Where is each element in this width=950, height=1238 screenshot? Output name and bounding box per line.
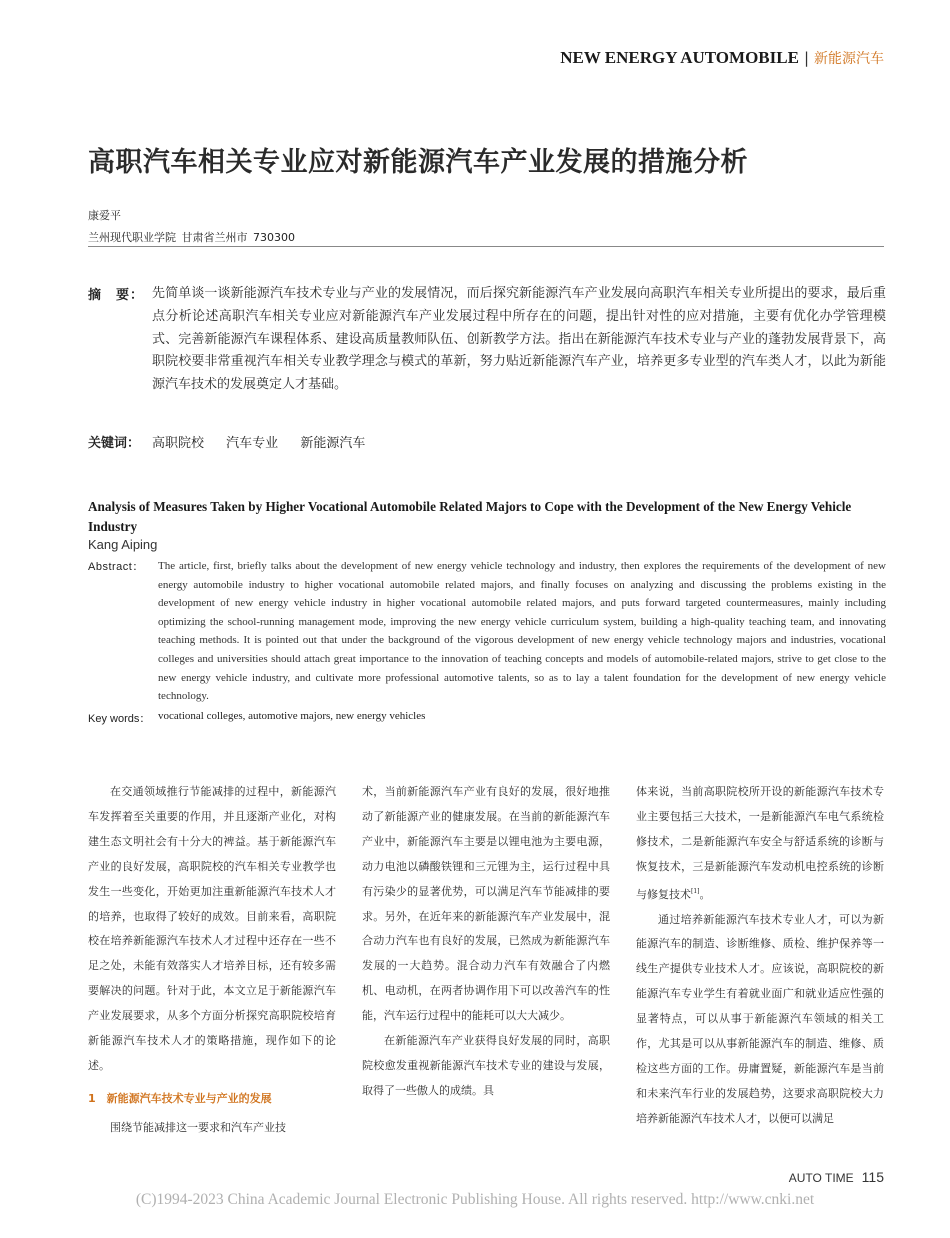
- footer-journal: AUTO TIME: [788, 1171, 854, 1185]
- page-number: 115: [861, 1169, 884, 1185]
- abstract-text: 先简单谈一谈新能源汽车技术专业与产业的发展情况，而后探究新能源汽车产业发展向高职汽车相关专业所提出的要求，最后重点分析论述高职汽车相关专业应对新能源汽车产业发展过程中所存在的问题，提出针对性的应对措施，主要有优化办学管理模式、完善新能源汽车课程体系、建设高质量教师队伍、创新教学方法。指出在新能源汽车技术专业与产业的蓬勃发展背景下，高职院校要非常重视汽车相关专业教学理念与模式的革新，努力贴近新能源汽车产业，培养更多专业型的汽车类人才，以此为新能源汽车技术的发展奠定人才基础。: [152, 286, 886, 393]
- body-paragraph: 在新能源汽车产业获得良好发展的同时，高职院校愈发重视新能源汽车技术专业的建设与发展，取得了一些傲人的成绩。具: [362, 1034, 610, 1097]
- english-title: Analysis of Measures Taken by Higher Vocational Automobile Related Majors to Cope with the Development of the New Energy Vehicle Industry: [88, 499, 852, 534]
- body-paragraph: 术，当前新能源汽车产业有良好的发展，很好地推动了新能源产业的健康发展。在当前的新能源汽车产业中，新能源汽车主要是以锂电池为主要电源，动力电池以磷酸铁锂和三元锂为主，运行过程中具有污染少的显著优势，可以满足汽车节能减排的要求。另外，在近年来的新能源汽车产业发展中，混合动力汽车也有良好的发展，已然成为新能源汽车发展的一大趋势。混合动力汽车有效融合了内燃机、电动机，在两者协调作用下可以改善汽车的性能，汽车运行过程中的能耗可以大大减少。: [362, 785, 610, 1023]
- author-name: 康爱平: [88, 209, 121, 222]
- journal-name-cn: 新能源汽车: [814, 51, 884, 67]
- body-text: 体来说，当前高职院校所开设的新能源汽车技术专业主要包括三大技术，一是新能源汽车电气系统检修技术，二是新能源汽车安全与舒适系统的诊断与恢复技术，三是新能源汽车发动机电控系统的诊断与修复技术: [636, 785, 884, 901]
- keyword-item: 高职院校: [152, 436, 205, 451]
- running-header: [560, 48, 884, 68]
- body-column-3: [636, 780, 884, 1132]
- english-keywords-label: Key words：: [88, 713, 151, 725]
- abstract-label: 摘 要：: [88, 288, 145, 303]
- article-title: 高职汽车相关专业应对新能源汽车产业发展的措施分析: [88, 147, 748, 178]
- journal-name-en: NEW ENERGY AUTOMOBILE: [560, 48, 799, 67]
- copyright-watermark: (C)1994-2023 China Academic Journal Electronic Publishing House. All rights reserved. http://www.cnki.net: [135, 1191, 815, 1208]
- keyword-item: 新能源汽车: [300, 436, 366, 451]
- english-keywords-text: vocational colleges, automotive majors, new energy vehicles: [158, 710, 426, 722]
- header-divider: [88, 246, 884, 247]
- citation-ref[interactable]: [1]: [691, 887, 700, 895]
- header-separator: |: [803, 49, 809, 67]
- body-paragraph: 围绕节能减排这一要求和汽车产业技: [110, 1120, 286, 1134]
- english-abstract-text: The article, first, briefly talks about the development of new energy vehicle technology and industry, then explores the requirements of the development of new energy automobile industry to higher vocational automobile related majors, and finally focuses on analyzing and discussing the problems existing in the development of new energy vehicle industry in higher vocational automobile related majors, and puts forward targeted countermeasures, mainly including optimizing the school-running management mode, improving the new energy vehicle curriculum system, building a high-quality teaching team, and innovating teaching methods. It is pointed out that under the background of the vigorous development of new energy vehicle technology majors and industries, vocational colleges and universities should attach great importance to the innovation of teaching concepts and models of automobile-related majors, strive to get close to the new energy vehicle industry, and cultivate more professional automotive talents, so as to lay a talent foundation for the development of new energy vehicle technology.: [158, 560, 886, 703]
- keywords-label: 关键词：: [88, 436, 141, 451]
- body-paragraph: 在交通领域推行节能减排的过程中，新能源汽车发挥着至关重要的作用，并且逐渐产业化，对构建生态文明社会有十分大的裨益。基于新能源汽车产业的良好发展，高职院校的汽车相关专业教学也发生一些变化，开始更加注重新能源汽车技术人才的培养，也取得了较好的成效。目前来看，高职院校在培养新能源汽车技术人才过程中还存在一些不足之处，未能有效落实人才培养目标，还有较多需要解决的问题。针对于此，本文立足于新能源汽车产业发展要求，从多个方面分析探究高职院校培育新能源汽车技术人才的策略措施，现作如下的论述。: [88, 785, 336, 1072]
- body-column-2: [362, 780, 610, 1104]
- body-paragraph: [636, 780, 884, 908]
- section-heading: 1 新能源汽车技术专业与产业的发展: [88, 1091, 272, 1105]
- page-footer: [789, 1167, 884, 1186]
- author-affiliation: 兰州现代职业学院 甘肃省兰州市 730300: [88, 231, 295, 244]
- english-abstract-label: Abstract：: [88, 561, 144, 573]
- body-paragraph: 通过培养新能源汽车技术专业人才，可以为新能源汽车的制造、诊断维修、质检、维护保养等一线生产提供专业技术人才。应该说，高职院校的新能源汽车专业学生有着就业面广和就业适应性强的显著特点，可以从事于新能源汽车领域的相关工作，尤其是可以从事新能源汽车的制造、维修、质检这些方面的工作。毋庸置疑，新能源汽车是当前和未来汽车行业的发展趋势，这要求高职院校大力培养新能源汽车技术人才，以便可以满足: [636, 912, 884, 1125]
- body-text: 。: [699, 887, 711, 901]
- english-author: Kang Aiping: [88, 537, 158, 552]
- keywords-list: [152, 432, 383, 451]
- keyword-item: 汽车专业: [226, 436, 279, 451]
- body-column-1: [88, 780, 336, 1141]
